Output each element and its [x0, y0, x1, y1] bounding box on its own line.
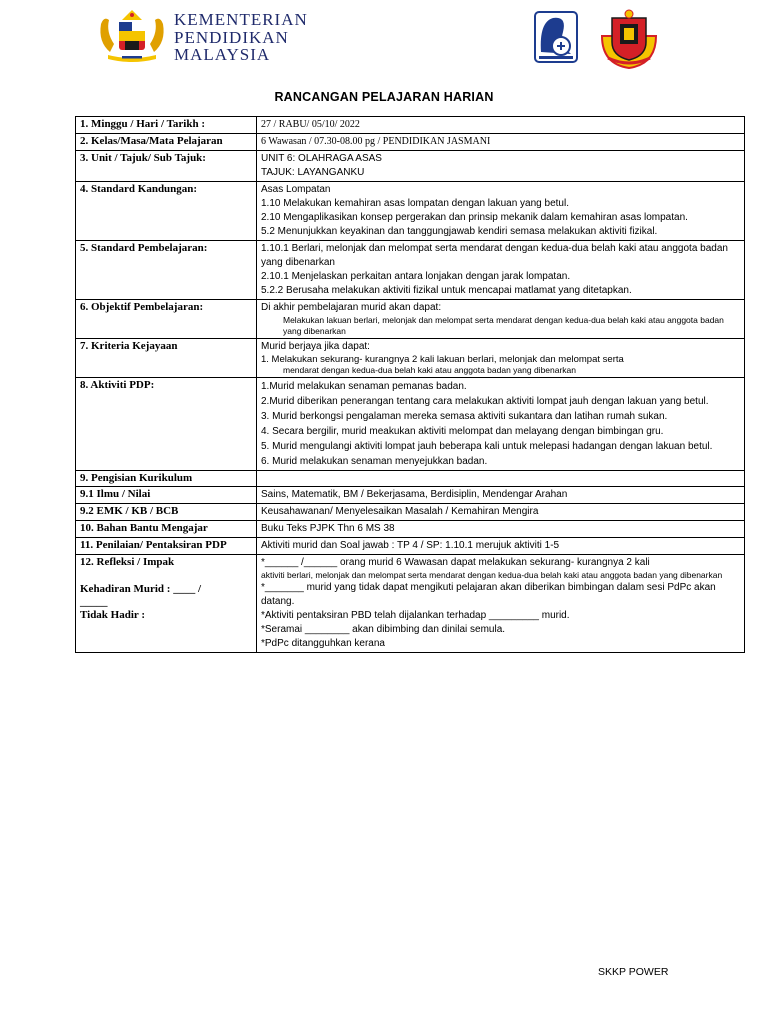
label-standard-kandungan: 4. Standard Kandungan:	[76, 182, 257, 241]
label-kurikulum: 9. Pengisian Kurikulum	[76, 471, 257, 487]
footer-text: SKKP POWER	[598, 966, 669, 978]
refleksi-line: *Aktiviti pentaksiran PBD telah dijalankan terhadap _________ murid.	[261, 610, 570, 621]
row-unit	[76, 151, 745, 182]
value-penilaian: Aktiviti murid dan Soal jawab : TP 4 / SP: 1.10.1 merujuk aktiviti 1-5	[257, 538, 745, 555]
refleksi-line: aktiviti berlari, melonjak dan melompat serta mendarat dengan kedua-dua belah kaki atau anggota badan yang dibenarkan	[261, 570, 723, 580]
lesson-plan-table	[75, 116, 745, 653]
value-standard-pembelajaran	[257, 241, 745, 300]
objektif-line: Melakukan lakuan berlari, melonjak dan melompat serta mendarat dengan kedua-dua belah kaki atau anggota badan yang dibenarkan	[283, 315, 724, 336]
value-ilmu: Sains, Matematik, BM / Bekerjasama, Berdisiplin, Mendengar Arahan	[257, 487, 745, 504]
row-minggu	[76, 117, 745, 134]
refleksi-line: *Seramai ________ akan dibimbing dan dinilai semula.	[261, 624, 506, 635]
value-refleksi	[257, 555, 745, 653]
refleksi-title: 12. Refleksi / Impak	[80, 556, 175, 568]
refleksi-line: *PdPc ditangguhkan kerana	[261, 638, 385, 649]
school-crest-icon	[598, 8, 660, 70]
value-kriteria	[257, 339, 745, 378]
row-refleksi	[76, 555, 745, 653]
aktiviti-step: 2.Murid diberikan penerangan tentang cara melakukan aktiviti lompat jauh dengan lakuan yang betul.	[261, 396, 709, 407]
ministry-line-3: MALAYSIA	[174, 45, 271, 64]
coat-of-arms-icon	[92, 8, 172, 64]
label-bbm: 10. Bahan Bantu Mengajar	[76, 521, 257, 538]
kehadiran-label: Kehadiran Murid : ____ /	[80, 583, 202, 595]
label-kelas: 2. Kelas/Masa/Mata Pelajaran	[76, 134, 257, 151]
aktiviti-step: 4. Secara bergilir, murid meakukan aktiviti melompat dan melayang dengan bimbingan gru.	[261, 426, 664, 437]
sk-line: 1.10 Melakukan kemahiran asas lompatan dengan lakuan yang betul.	[261, 198, 569, 209]
aktiviti-step: 6. Murid melakukan senaman menyejukkan badan.	[261, 456, 488, 467]
page-title: RANCANGAN PELAJARAN HARIAN	[274, 90, 494, 104]
label-unit: 3. Unit / Tajuk/ Sub Tajuk:	[76, 151, 257, 182]
row-aktiviti	[76, 378, 745, 471]
row-kelas	[76, 134, 745, 151]
ministry-line-2: PENDIDIKAN	[174, 27, 289, 47]
sk-line: 5.2 Menunjukkan keyakinan dan tanggungjawab kendiri semasa melakukan aktiviti fizikal.	[261, 226, 658, 237]
aktiviti-step: 1.Murid melakukan senaman pemanas badan.	[261, 381, 467, 392]
sp-line: 2.10.1 Menjelaskan perkaitan antara lonjakan dengan jarak lompatan.	[261, 271, 571, 282]
row-kurikulum	[76, 471, 745, 487]
ministry-name	[174, 12, 308, 65]
value-emk: Keusahawanan/ Menyelesaikan Masalah / Kemahiran Mengira	[257, 504, 745, 521]
sk-line: Asas Lompatan	[261, 184, 331, 195]
tajuk-line: TAJUK: LAYANGANKU	[261, 167, 365, 178]
refleksi-line: *______ /______ orang murid 6 Wawasan dapat melakukan sekurang- kurangnya 2 kali	[261, 557, 650, 568]
school-logo-icon	[533, 10, 579, 66]
sk-line: 2.10 Mengaplikasikan konsep pergerakan dan prinsip mekanik dalam kemahiran asas lompatan.	[261, 212, 688, 223]
sp-line: 1.10.1 Berlari, melonjak dan melompat serta mendarat dengan kedua-dua belah kaki atau anggota badan yang dibenarkan	[261, 243, 728, 268]
value-bbm: Buku Teks PJPK Thn 6 MS 38	[257, 521, 745, 538]
ministry-line-1: KEMENTERIAN	[174, 10, 308, 29]
value-unit	[257, 151, 745, 182]
aktiviti-step: 3. Murid berkongsi pengalaman mereka semasa aktiviti sukantara dan latihan rumah sukan.	[261, 411, 668, 422]
page-header	[0, 0, 768, 80]
row-bbm	[76, 521, 745, 538]
row-standard-kandungan	[76, 182, 745, 241]
label-penilaian: 11. Penilaian/ Pentaksiran PDP	[76, 538, 257, 555]
refleksi-line: *_______ murid yang tidak dapat mengikuti pelajaran akan diberikan bimbingan dalam sesi PdPc akan datang.	[261, 582, 716, 607]
label-emk: 9.2 EMK / KB / BCB	[76, 504, 257, 521]
tidak-hadir-label: Tidak Hadir :	[80, 609, 146, 621]
objektif-intro: Di akhir pembelajaran murid akan dapat:	[261, 302, 442, 313]
value-kurikulum	[257, 471, 745, 487]
value-standard-kandungan	[257, 182, 745, 241]
row-kriteria	[76, 339, 745, 378]
aktiviti-step: 5. Murid mengulangi aktiviti lompat jauh beberapa kali untuk melepasi hadangan dengan lakuan betul.	[261, 441, 713, 452]
label-refleksi	[76, 555, 257, 653]
label-aktiviti: 8. Aktiviti PDP:	[76, 378, 257, 471]
label-standard-pembelajaran: 5. Standard Pembelajaran:	[76, 241, 257, 300]
sp-line: 5.2.2 Berusaha melakukan aktiviti fizikal untuk mencapai matlamat yang ditetapkan.	[261, 285, 632, 296]
value-minggu: 27 / RABU/ 05/10/ 2022	[257, 117, 745, 134]
kriteria-line: mendarat dengan kedua-dua belah kaki atau anggota badan yang dibenarkan	[283, 365, 577, 375]
label-ilmu: 9.1 Ilmu / Nilai	[76, 487, 257, 504]
row-emk	[76, 504, 745, 521]
label-minggu: 1. Minggu / Hari / Tarikh :	[76, 117, 257, 134]
label-objektif: 6. Objektif Pembelajaran:	[76, 300, 257, 339]
row-objektif	[76, 300, 745, 339]
kehadiran-blank: _____	[80, 596, 108, 608]
row-ilmu	[76, 487, 745, 504]
value-kelas: 6 Wawasan / 07.30-08.00 pg / PENDIDIKAN JASMANI	[257, 134, 745, 151]
kriteria-intro: Murid berjaya jika dapat:	[261, 341, 370, 352]
unit-line: UNIT 6: OLAHRAGA ASAS	[261, 153, 382, 164]
row-standard-pembelajaran	[76, 241, 745, 300]
label-kriteria: 7. Kriteria Kejayaan	[76, 339, 257, 378]
value-aktiviti	[257, 378, 745, 471]
kriteria-line: 1. Melakukan sekurang- kurangnya 2 kali lakuan berlari, melonjak dan melompat serta	[261, 354, 624, 365]
value-objektif	[257, 300, 745, 339]
row-penilaian	[76, 538, 745, 555]
